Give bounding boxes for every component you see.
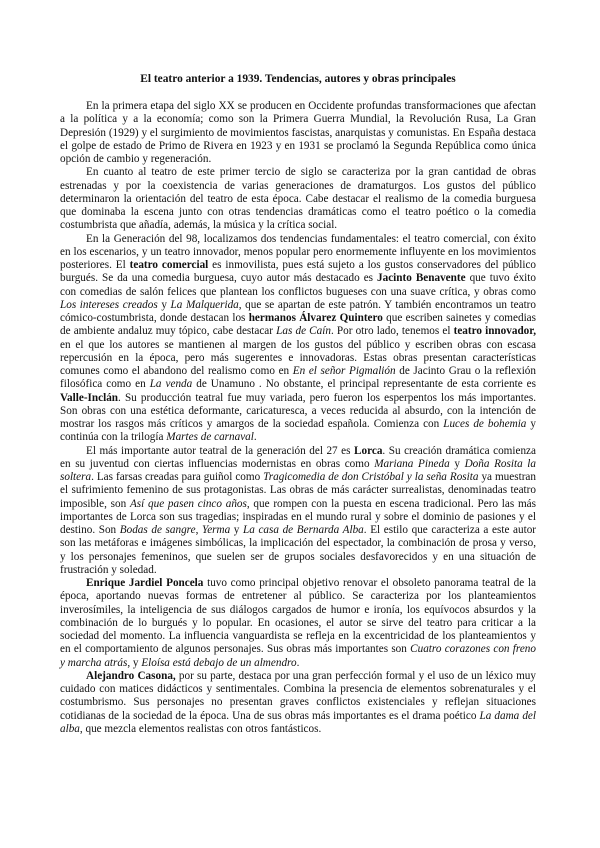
bold-text: Jacinto Benavente <box>377 272 466 285</box>
text-run: que tuvo éxito con comedias de salón felices que plantean los conflictos bugueses con una suave crítica, y obras como <box>60 272 536 298</box>
italic-title: Yerma <box>202 524 231 536</box>
text-run: tuvo como principal objetivo renovar el obsoleto panorama teatral de la época, aportando nuevas formas de entretener al público. Se caracteriza por los planteamientos inverosímiles, la inteligencia de sus diálogos cargados de humor e ironía, los equívocos absurdos y la combinación de lo burgués y lo popular. En ocasiones, el autor se sirve del teatro para criticar a la sociedad del momento. La influencia vanguardista se refleja en la excentricidad de los planteamientos y en el comportamiento de algunos personajes. Sus obras más importantes son <box>60 577 536 656</box>
document-body <box>60 100 536 736</box>
bold-text: teatro innovador, <box>453 325 536 338</box>
text-run: y <box>449 457 465 470</box>
italic-title: La Malquerida <box>170 298 239 311</box>
text-run: y <box>230 524 244 536</box>
text-run: . <box>296 656 300 669</box>
italic-title: Luces de bohemia <box>443 418 527 430</box>
italic-title: Mariana Pineda <box>374 457 450 470</box>
text-run: , que se apartan de este patrón. Y también encontramos un teatro cómico-costumbrista, donde destacan los <box>60 298 537 324</box>
italic-title: Así que pasen cinco años <box>129 497 247 510</box>
italic-title: Las de Caín <box>276 325 331 338</box>
document-page <box>60 72 536 736</box>
italic-title: Martes de carnaval <box>166 431 254 444</box>
bold-text: teatro comercial <box>129 259 209 271</box>
italic-title: Eloísa está debajo de un almendro <box>141 656 297 669</box>
bold-text: Lorca <box>354 444 383 457</box>
italic-title: Cuatro corazones con freno y marcha atrás <box>60 643 536 669</box>
text-run: . Su creación dramática comienza en su juventud con ciertas influencias modernistas en obras como <box>60 444 536 470</box>
text-run: , y <box>127 656 142 669</box>
italic-title: Los intereses creados <box>60 298 158 311</box>
text-run: El más importante autor teatral de la generación del 27 es <box>86 444 355 457</box>
text-run: En la Generación del 98, localizamos dos tendencias fundamentales: el teatro comercial, con éxito en los escenarios, y un teatro innovador, menos popular pero enormemente influyente en los movimientos posteriores. El <box>60 232 536 271</box>
document-title: El teatro anterior a 1939. Tendencias, autores y obras principales <box>140 73 456 85</box>
text-run: . <box>253 431 257 444</box>
text-run: . Por otro lado, tenemos el <box>330 325 454 338</box>
italic-title: Tragicomedia de don Cristóbal y la seña Rosita <box>263 471 479 483</box>
italic-title: La dama del alba <box>60 709 536 735</box>
text-run: , que mezcla elementos realistas con otros fantásticos. <box>79 722 322 735</box>
paragraph-jardiel-poncela <box>60 577 536 670</box>
italic-title: La casa de Bernarda Alba <box>243 524 364 536</box>
italic-title: Doña Rosita la soltera <box>60 457 537 483</box>
paragraph-intro <box>60 100 536 166</box>
text-run: . Las farsas creadas para guiñol como <box>91 471 264 483</box>
text-run: de Unamuno . No obstante, el principal representante de esta corriente es <box>192 378 537 391</box>
bold-text: hermanos Álvarez Quintero <box>248 312 383 324</box>
text-run: , <box>195 524 202 536</box>
text-run: de Jacinto Grau o la reflexión filosófica como en <box>60 365 536 391</box>
text-run: por su parte, destaca por una gran perfección formal y el uso de un léxico muy cuidado con matices didácticos y sentimentales. Combina la presencia de elementos sobrenaturales y el costumbrismo. Sus personajes no presentan graves conflictos existenciales y reflejan situaciones cotidianas de la sociedad de la época. Una de sus obras más importantes es el drama poético <box>60 669 536 722</box>
bold-text: Valle-Inclán <box>60 391 119 404</box>
bold-text: Alejandro Casona, <box>86 669 176 682</box>
text-run: que escriben sainetes y comedias de ambiente andaluz muy tópico, cabe destacar <box>60 312 536 338</box>
paragraph-casona <box>60 670 536 736</box>
text-run: ya muestran el sufrimiento femenino de sus protagonistas. Las obras de más carácter surrealistas, denominadas teatro imposible, son <box>60 471 536 510</box>
text-run: En cuanto al teatro de este primer tercio de siglo se caracteriza por la gran cantidad de obras estrenadas y por la coexistencia de varias generaciones de dramaturgos. Los gustos del público determinaron la orientación del teatro de esta época. Cabe destacar el realismo de la comedia burguesa que dominaba la escena junto con otras tendencias dramáticas como el teatro poético o la comedia costumbrista que añadía, además, la música y la crítica social. <box>60 166 536 232</box>
text-run: En la primera etapa del siglo XX se producen en Occidente profundas transformaciones que afectan a la política y a la economía; como son la Primera Guerra Mundial, la Revolución Rusa, La Gran Depresión (1929) y el surgimiento de movimientos fascistas, anarquistas y comunistas. En España destaca el golpe de estado de Primo de Rivera en 1923 y en 1931 se proclamó la Segunda República como única opción de cambio y regeneración. <box>60 100 536 165</box>
bold-text: Enrique Jardiel Poncela <box>86 577 204 589</box>
text-run: en el que los autores se mantienen al margen de los gustos del público y escriben obras con escasa repercusión en la época, pero más sugerentes e innovadoras. Estas obras presentan características comunes como el abandono del realismo como en <box>60 338 536 377</box>
paragraph-theatre-overview <box>60 166 536 232</box>
italic-title: Bodas de sangre <box>119 524 196 536</box>
paragraph-generacion-98 <box>60 233 536 445</box>
text-run: y <box>157 298 171 311</box>
text-run: es inmovilista, pues está sujeto a los gustos conservadores del público burgués. Se da una comedia burguesa, cuyo autor más destacado es <box>60 259 537 285</box>
paragraph-lorca <box>60 445 536 578</box>
text-run: . Su producción teatral fue muy variada, pero fueron los esperpentos los más importantes. Son obras con una estética deformante, caricaturesca, a veces reducida al absurdo, con la intención de mostrar los rasgos más críticos y amargos de la sociedad española. Comienza con <box>60 391 536 430</box>
italic-title: En el señor Pigmalión <box>292 365 396 377</box>
italic-title: La venda <box>149 378 193 391</box>
text-run: , que rompen con la puesta en escena tradicional. Pero las más importantes de Lorca son sus tragedias; inspiradas en el mundo rural y sobre el dominio de pasiones y el destino. Son <box>60 497 536 536</box>
text-run: y continúa con la trilogía <box>60 418 536 444</box>
text-run: . El estilo que caracteriza a este autor son las metáforas e imágenes simbólicas, la implicación del espectador, la combinación de prosa y verso, y los personajes femeninos, que suelen ser de grupos sociales desfavorecidos y en una situación de frustración y soledad. <box>60 524 537 576</box>
